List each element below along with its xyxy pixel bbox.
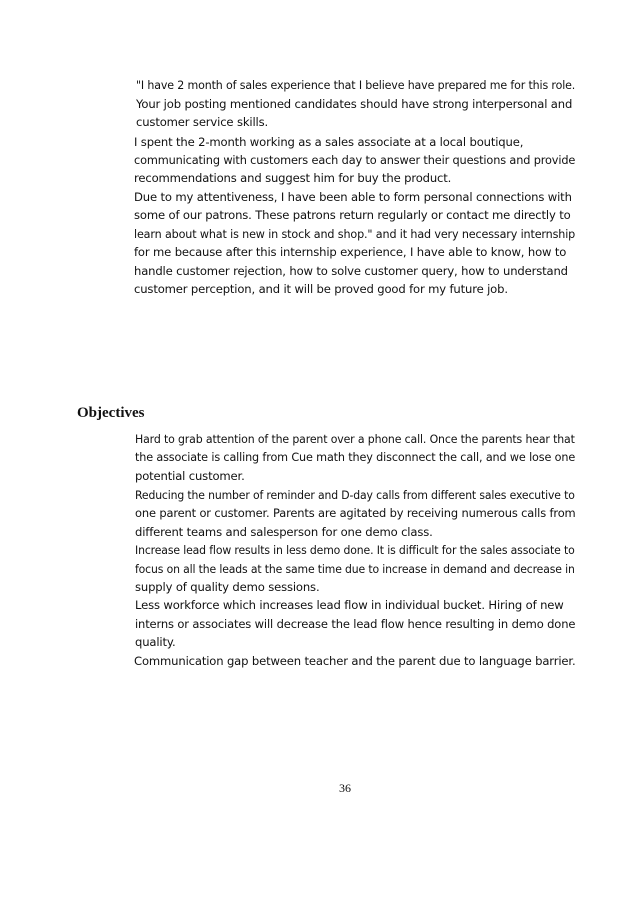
objective-line: Less workforce which increases lead flow in individual bucket. Hiring of new — [135, 598, 564, 612]
objective-line: focus on all the leads at the same time due to increase in demand and decrease in — [135, 562, 575, 576]
objective-line: Communication gap between teacher and the parent due to language barrier. — [134, 654, 576, 668]
intro-line: for me because after this internship experience, I have able to know, how to — [134, 245, 567, 259]
intro-line: I spent the 2-month working as a sales associate at a local boutique, — [134, 135, 524, 149]
intro-line: some of our patrons. These patrons return regularly or contact me directly to — [134, 208, 571, 222]
intro-line: "I have 2 month of sales experience that I believe have prepared me for this role. — [136, 78, 576, 92]
objective-line: potential customer. — [135, 469, 245, 483]
intro-line: customer perception, and it will be proved good for my future job. — [134, 282, 508, 296]
objective-line: one parent or customer. Parents are agitated by receiving numerous calls from — [135, 506, 576, 520]
objective-line: the associate is calling from Cue math they disconnect the call, and we lose one — [135, 450, 576, 464]
page-number: 36 — [339, 781, 351, 795]
objective-line: Hard to grab attention of the parent over a phone call. Once the parents hear that — [135, 432, 575, 446]
intro-line: customer service skills. — [136, 115, 269, 129]
intro-line: Your job posting mentioned candidates should have strong interpersonal and — [136, 97, 573, 111]
objective-line: quality. — [135, 635, 176, 649]
objective-line: interns or associates will decrease the lead flow hence resulting in demo done — [135, 617, 576, 631]
intro-line: Due to my attentiveness, I have been able to form personal connections with — [134, 190, 572, 204]
objectives-heading: Objectives — [77, 405, 145, 421]
objective-line: supply of quality demo sessions. — [135, 580, 320, 594]
objective-line: Increase lead flow results in less demo done. It is difficult for the sales associate to — [135, 543, 575, 557]
intro-line: handle customer rejection, how to solve customer query, how to understand — [134, 264, 568, 278]
intro-line: communicating with customers each day to answer their questions and provide — [134, 153, 576, 167]
intro-line: learn about what is new in stock and shop." and it had very necessary internship — [134, 227, 576, 241]
intro-line: recommendations and suggest him for buy the product. — [134, 171, 452, 185]
objective-line: different teams and salesperson for one demo class. — [135, 525, 433, 539]
objective-line: Reducing the number of reminder and D-day calls from different sales executive to — [135, 488, 575, 502]
